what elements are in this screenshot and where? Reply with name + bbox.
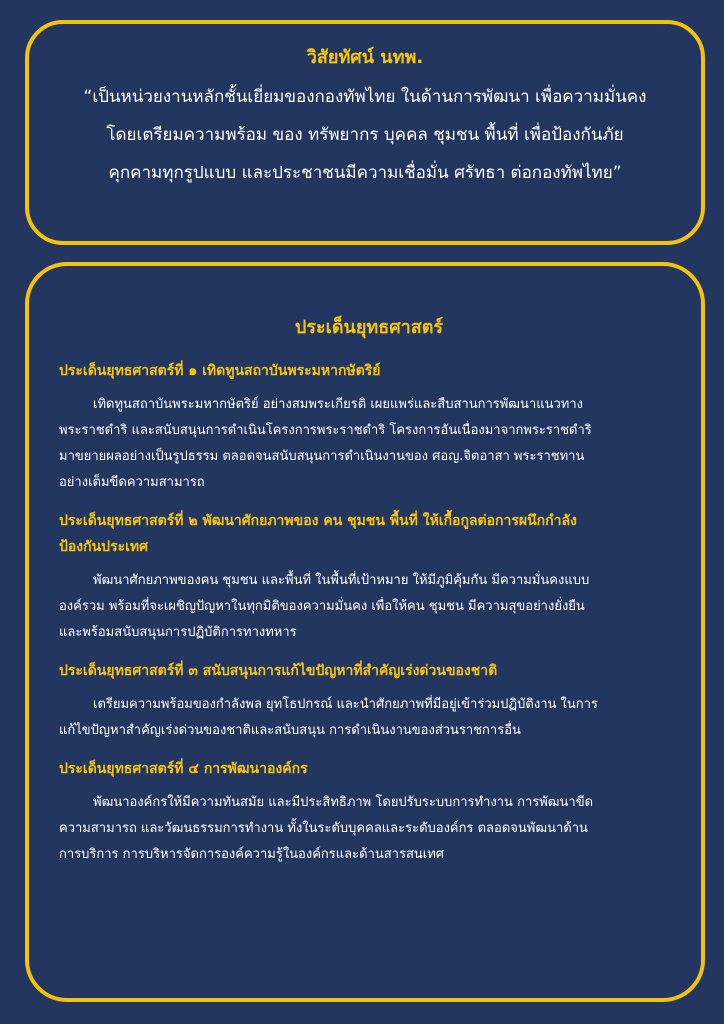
issue-body-line: มาขยายผลอย่างเป็นรูปธรรม ตลอดจนสนับสนุนการดำเนินงานของ ศอญ.จิตอาสา พระราชทาน <box>59 449 585 464</box>
issue-body-line: ความสามารถ และวัฒนธรรมการทำงาน ทั้งในระดับบุคคลและระดับองค์กร ตลอดจนพัฒนาด้าน <box>59 821 588 836</box>
issue-body <box>59 568 679 646</box>
issue-heading-line: ประเด็นยุทธศาสตร์ที่ ๓ สนับสนุนการแก้ไขปัญหาที่สำคัญเร่งด่วนของชาติ <box>59 663 498 679</box>
issue-body-line: เทิดทูนสถาบันพระมหากษัตริย์ อย่างสมพระเกียรติ เผยแพร่และสืบสานการพัฒนาแนวทาง <box>93 397 584 412</box>
issue-heading <box>59 508 679 560</box>
issue-body-line: พัฒนาองค์กรให้มีความทันสมัย และมีประสิทธิภาพ โดยปรับระบบการทำงาน การพัฒนาขีด <box>93 795 594 810</box>
strategy-title: ประเด็นยุทธศาสตร์ <box>294 317 444 338</box>
vision-title: วิสัยทัศน์ นทพ. <box>306 47 424 68</box>
issue-body-line: องค์รวม พร้อมที่จะเผชิญปัญหาในทุกมิติของความมั่นคง เพื่อให้คน ชุมชน มีความสุขอย่างยั่งยืน <box>59 599 585 614</box>
issue-body <box>59 790 679 868</box>
issue-body-line: การบริการ การบริหารจัดการองค์ความรู้ในองค์กรและด้านสารสนเทศ <box>59 847 445 862</box>
vision-line: โดยเตรียมความพร้อม ของ ทรัพยากร บุคคล ชุมชน พื้นที่ เพื่อป้องกันภัย <box>106 125 624 145</box>
issue-body <box>59 392 679 496</box>
issue-heading <box>59 658 679 684</box>
issue-heading-line: ประเด็นยุทธศาสตร์ที่ ๑ เทิดทูนสถาบันพระมหากษัตริย์ <box>59 363 381 379</box>
issue-body-line: เตรียมความพร้อมของกำลังพล ยุทโธปกรณ์ และนำศักยภาพที่มีอยู่เข้าร่วมปฏิบัติงาน ในการ <box>93 697 598 712</box>
issue-heading-line: ป้องกันประเทศ <box>59 539 149 555</box>
issue-body-line: พระราชดำริ และสนับสนุนการดำเนินโครงการพระราชดำริ โครงการอันเนื่องมาจากพระราชดำริ <box>59 423 592 438</box>
strategy-issue-4 <box>59 756 679 868</box>
strategy-issue-3 <box>59 658 679 744</box>
vision-line: “เป็นหน่วยงานหลักชั้นเยี่ยมของกองทัพไทย ในด้านการพัฒนา เพื่อความมั่นคง <box>83 87 647 107</box>
vision-line: คุกคามทุกรูปแบบ และประชาชนมีความเชื่อมั่น ศรัทธา ต่อกองทัพไทย” <box>108 163 622 183</box>
strategy-issue-2 <box>59 508 679 646</box>
issue-body-line: และพร้อมสนับสนุนการปฏิบัติการทางทหาร <box>59 625 297 640</box>
issue-body-line: พัฒนาศักยภาพของคน ชุมชน และพื้นที่ ในพื้นที่เป้าหมาย ให้มีภูมิคุ้มกัน มีความมั่นคงแบบ <box>93 573 590 588</box>
issue-heading <box>59 358 679 384</box>
vision-box <box>25 20 705 245</box>
issue-heading-line: ประเด็นยุทธศาสตร์ที่ ๔ การพัฒนาองค์กร <box>59 761 308 777</box>
issue-heading-line: ประเด็นยุทธศาสตร์ที่ ๒ พัฒนาศักยภาพของ คน ชุมชน พื้นที่ ให้เกื้อกูลต่อการผนึกกำลัง <box>59 513 577 529</box>
strategy-box <box>25 262 705 1002</box>
issue-body-line: แก้ไขปัญหาสำคัญเร่งด่วนของชาติและสนับสนุน การดำเนินงานของส่วนราชการอื่น <box>59 723 521 738</box>
issue-body-line: อย่างเต็มขีดความสามารถ <box>59 475 205 490</box>
issue-heading <box>59 756 679 782</box>
issue-body <box>59 692 679 744</box>
strategy-issue-1 <box>59 358 679 496</box>
